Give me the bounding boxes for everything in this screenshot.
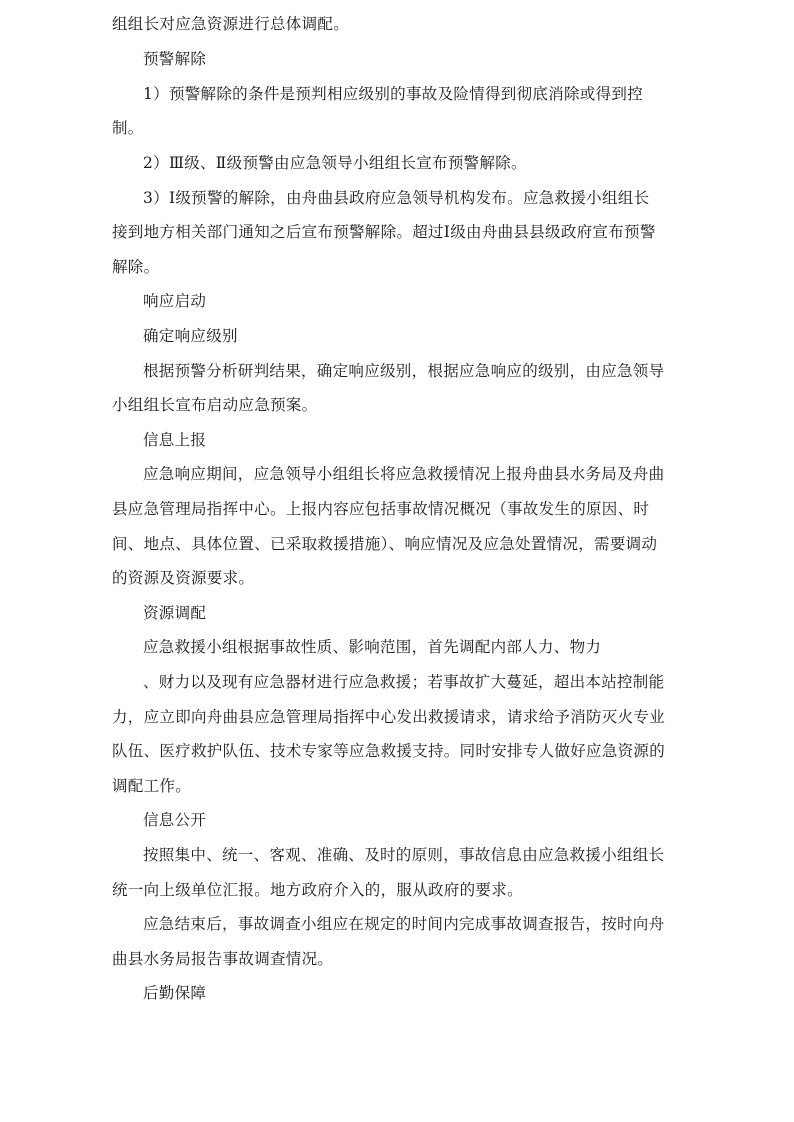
paragraph-line: 的资源及资源要求。 — [112, 569, 255, 587]
paragraph-line-indented: 信息上报 — [143, 431, 207, 449]
paragraph-line-indented: 应急结束后，事故调查小组应在规定的时间内完成事故调查报告，按时向舟 — [143, 915, 665, 933]
paragraph-line: 队伍、医疗救护队伍、技术专家等应急救援支持。同时安排专人做好应急资源的 — [112, 742, 666, 760]
paragraph-line-indented: 按照集中、统一、客观、准确、及时的原则，事故信息由应急救援小组组长 — [143, 846, 665, 864]
paragraph-line: 统一向上级单位汇报。地方政府介入的，服从政府的要求。 — [112, 881, 523, 899]
paragraph-line-indented: 根据预警分析研判结果，确定响应级别，根据应急响应的级别，由应急领导 — [143, 362, 665, 380]
paragraph-line: 小组组长宣布启动应急预案。 — [112, 396, 318, 414]
paragraph-line: 曲县水务局报告事故调查情况。 — [112, 950, 334, 968]
paragraph-line-indented: 信息公开 — [143, 811, 207, 829]
paragraph-line-indented: 1）预警解除的条件是预判相应级别的事故及险情得到彻底消除或得到控 — [143, 85, 643, 103]
paragraph-line: 组组长对应急资源进行总体调配。 — [112, 15, 350, 33]
paragraph-line: 解除。 — [112, 258, 160, 276]
paragraph-line: 制。 — [112, 119, 144, 137]
paragraph-line: 力，应立即向舟曲县应急管理局指挥中心发出救援请求，请求给予消防灭火专业 — [112, 708, 666, 726]
paragraph-line: 调配工作。 — [112, 777, 192, 795]
paragraph-line-indented: 、财力以及现有应急器材进行应急救援；若事故扩大蔓延，超出本站控制能 — [143, 673, 665, 691]
paragraph-line-indented: 3）Ⅰ级预警的解除，由舟曲县政府应急领导机构发布。应急救援小组组长 — [143, 189, 650, 207]
paragraph-line-indented: 应急救援小组根据事故性质、影响范围，首先调配内部人力、物力 — [143, 638, 602, 656]
paragraph-line-indented: 2）Ⅲ级、Ⅱ级预警由应急领导小组组长宣布预警解除。 — [143, 154, 527, 172]
paragraph-line-indented: 响应启动 — [143, 292, 207, 310]
paragraph-line: 县应急管理局指挥中心。上报内容应包括事故情况概况（事故发生的原因、时 — [112, 500, 650, 518]
paragraph-line-indented: 预警解除 — [143, 50, 207, 68]
paragraph-line-indented: 确定响应级别 — [143, 327, 238, 345]
paragraph-line-indented: 后勤保障 — [143, 984, 207, 1002]
paragraph-line-indented: 资源调配 — [143, 604, 207, 622]
paragraph-line: 间、地点、具体位置、已采取救援措施）、响应情况及应急处置情况，需要调动 — [112, 535, 658, 553]
paragraph-line-indented: 应急响应期间，应急领导小组组长将应急救援情况上报舟曲县水务局及舟曲 — [143, 465, 665, 483]
paragraph-line: 接到地方相关部门通知之后宣布预警解除。超过Ⅰ级由舟曲县县级政府宣布预警 — [112, 223, 656, 241]
